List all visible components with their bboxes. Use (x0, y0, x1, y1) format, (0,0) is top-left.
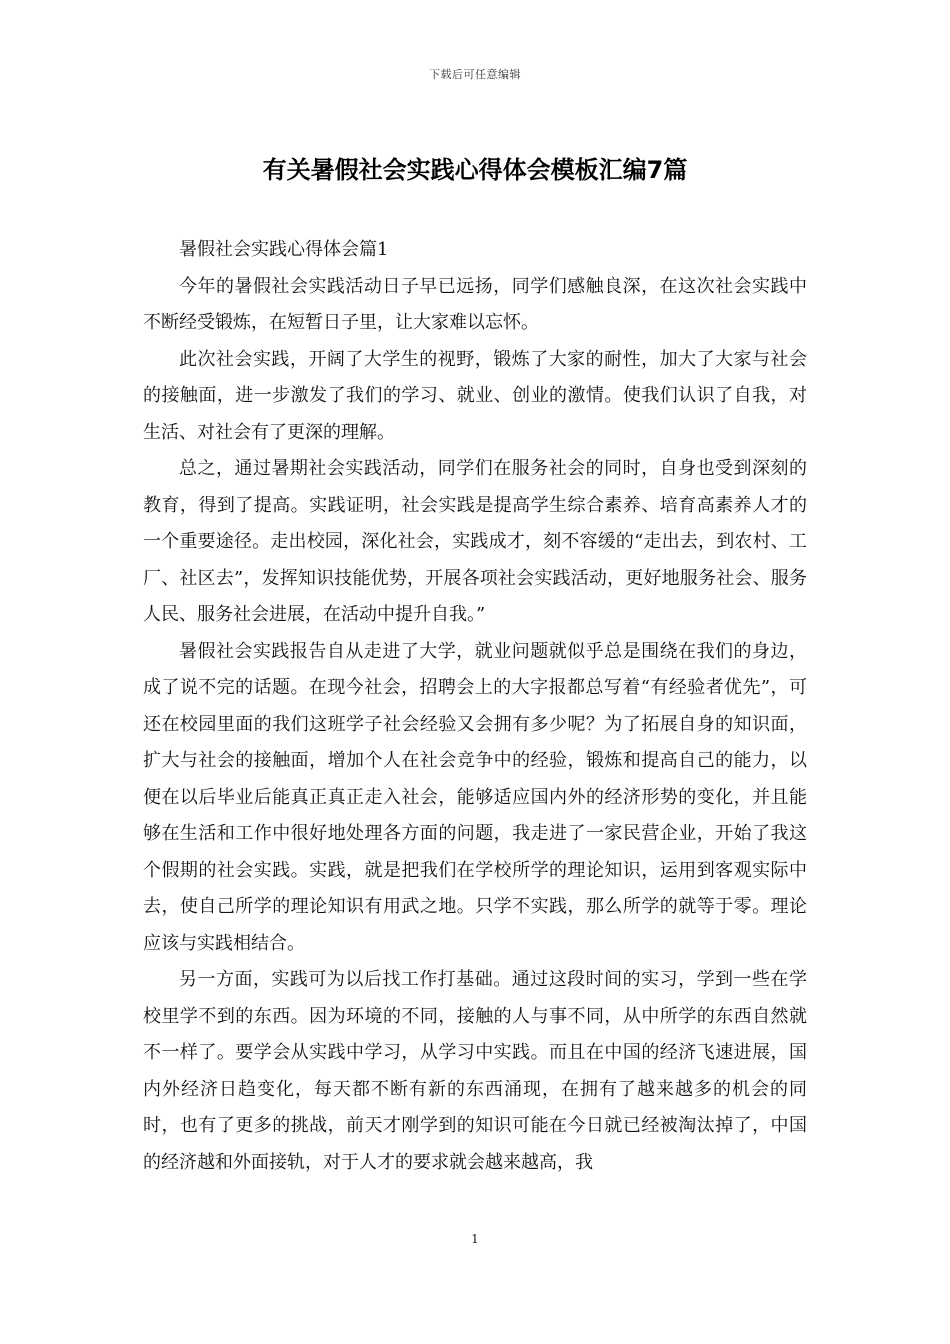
paragraph: 今年的暑假社会实践活动日子早已远扬，同学们感触良深，在这次社会实践中不断经受锻炼，在短暂日子里，让大家难以忘怀。 (143, 275, 807, 333)
paragraph: 暑假社会实践报告自从走进了大学，就业问题就似乎总是围绕在我们的身边，成了说不完的话题。在现今社会，招聘会上的大字报都总写着“有经验者优先”，可还在校园里面的我们这班学子社会经验又会拥有多少呢？为了拓展自身的知识面，扩大与社会的接触面，增加个人在社会竞争中的经验，锻炼和提高自己的能力，以便在以后毕业后能真正真正走入社会，能够适应国内外的经济形势的变化，并且能够在生活和工作中很好地处理各方面的问题，我走进了一家民营企业，开始了我这个假期的社会实践。实践，就是把我们在学校所学的理论知识，运用到客观实际中去，使自己所学的理论知识有用武之地。只学不实践，那么所学的就等于零。理论应该与实践相结合。 (143, 640, 807, 954)
paragraph: 总之，通过暑期社会实践活动，同学们在服务社会的同时，自身也受到深刻的教育，得到了提高。实践证明，社会实践是提高学生综合素养、培育高素养人才的一个重要途径。走出校园，深化社会，实践成才，刻不容缓的“走出去，到农村、工厂、社区去”，发挥知识技能优势，开展各项社会实践活动，更好地服务社会、服务人民、服务社会进展，在活动中提升自我。” (143, 458, 807, 625)
document-body (143, 232, 807, 1181)
paragraph: 另一方面，实践可为以后找工作打基础。通过这段时间的实习，学到一些在学校里学不到的东西。因为环境的不同，接触的人与事不同，从中所学的东西自然就不一样了。要学会从实践中学习，从学习中实践。而且在中国的经济飞速进展，国内外经济日趋变化，每天都不断有新的东西涌现，在拥有了越来越多的机会的同时，也有了更多的挑战，前天才刚学到的知识可能在今日就已经被淘汰掉了，中国的经济越和外面接轨，对于人才的要求就会越来越高，我 (143, 969, 807, 1173)
document-title: 有关暑假社会实践心得体会模板汇编7篇 (262, 156, 688, 184)
paragraph: 此次社会实践，开阔了大学生的视野，锻炼了大家的耐性，加大了大家与社会的接触面，进一步激发了我们的学习、就业、创业的激情。使我们认识了自我，对生活、对社会有了更深的理解。 (143, 348, 807, 443)
page-number: 1 (471, 1232, 479, 1246)
section-heading: 暑假社会实践心得体会篇1 (179, 239, 389, 260)
page-header-note: 下载后可任意编辑 (429, 68, 521, 81)
